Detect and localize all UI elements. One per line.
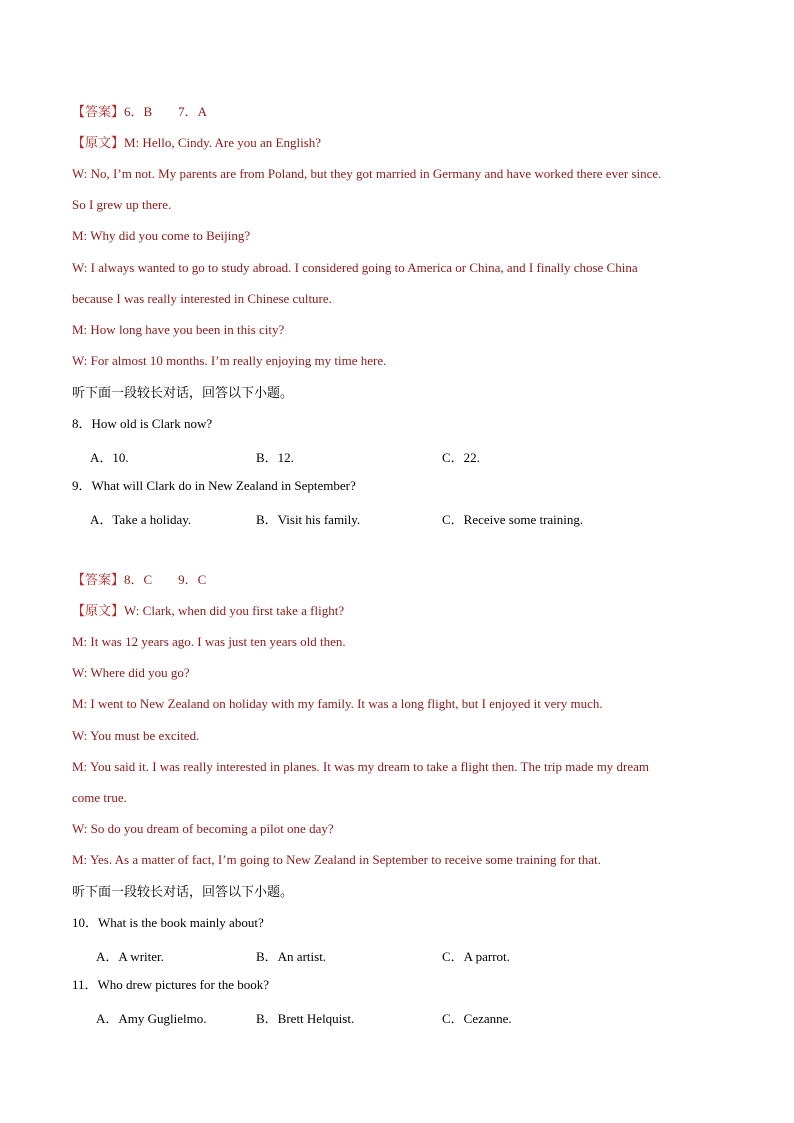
transcript-line: W: Where did you go? <box>72 665 190 680</box>
transcript-tag: 【原文】 <box>72 603 125 618</box>
option-a: A．10. <box>90 450 129 465</box>
answer-line-6-7 <box>72 104 714 120</box>
question-9: 9．What will Clark do in New Zealand in September? <box>72 478 356 493</box>
transcript-line <box>72 603 714 619</box>
option-b: B．Visit his family. <box>256 512 361 527</box>
transcript-line: So I grew up there. <box>72 197 172 212</box>
option-c: C．22. <box>442 450 480 465</box>
option-c: C．A parrot. <box>442 949 510 964</box>
transcript-line: because I was really interested in Chinese culture. <box>72 291 332 306</box>
instruction: 听下面一段较长对话，回答以下小题。 <box>72 385 294 400</box>
transcript-line: W: You must be excited. <box>72 728 200 743</box>
transcript-line <box>72 135 714 151</box>
option-c: C．Cezanne. <box>442 1011 512 1026</box>
option-b: B．An artist. <box>256 949 327 964</box>
option-b: B．12. <box>256 450 294 465</box>
question-10: 10．What is the book mainly about? <box>72 915 264 930</box>
answer-line-8-9 <box>72 572 714 588</box>
transcript-line: M: How long have you been in this city? <box>72 322 285 337</box>
answer-text: 6．B 7．A <box>124 104 208 119</box>
transcript-line: M: I went to New Zealand on holiday with my family. It was a long flight, but I enjoyed it very much. <box>72 696 603 711</box>
transcript-line: M: Yes. As a matter of fact, I’m going to New Zealand in September to receive some training for that. <box>72 852 601 867</box>
transcript-line: M: You said it. I was really interested in planes. It was my dream to take a flight then. The trip made my dream <box>72 759 650 774</box>
answer-tag: 【答案】 <box>72 572 125 587</box>
transcript-line: W: No, I’m not. My parents are from Poland, but they got married in Germany and have worked there ever since. <box>72 166 662 181</box>
transcript-line: M: It was 12 years ago. I was just ten years old then. <box>72 634 346 649</box>
transcript-line: M: Why did you come to Beijing? <box>72 228 251 243</box>
transcript-line: W: I always wanted to go to study abroad. I considered going to America or China, and I finally chose China <box>72 260 638 275</box>
option-a: A．Take a holiday. <box>90 512 192 527</box>
answer-text: 8．C 9．C <box>124 572 207 587</box>
option-a: A．A writer. <box>96 949 164 964</box>
question-8: 8．How old is Clark now? <box>72 416 213 431</box>
transcript-line: come true. <box>72 790 127 805</box>
option-b: B．Brett Helquist. <box>256 1011 355 1026</box>
instruction: 听下面一段较长对话，回答以下小题。 <box>72 884 294 899</box>
transcript-text: M: Hello, Cindy. Are you an English? <box>124 135 322 150</box>
question-11: 11．Who drew pictures for the book? <box>72 977 269 992</box>
transcript-tag: 【原文】 <box>72 135 125 150</box>
answer-tag: 【答案】 <box>72 104 125 119</box>
option-a: A．Amy Guglielmo. <box>96 1011 207 1026</box>
transcript-line: W: For almost 10 months. I’m really enjoying my time here. <box>72 353 387 368</box>
transcript-text: W: Clark, when did you first take a flight? <box>124 603 345 618</box>
option-c: C．Receive some training. <box>442 512 584 527</box>
transcript-line: W: So do you dream of becoming a pilot one day? <box>72 821 334 836</box>
